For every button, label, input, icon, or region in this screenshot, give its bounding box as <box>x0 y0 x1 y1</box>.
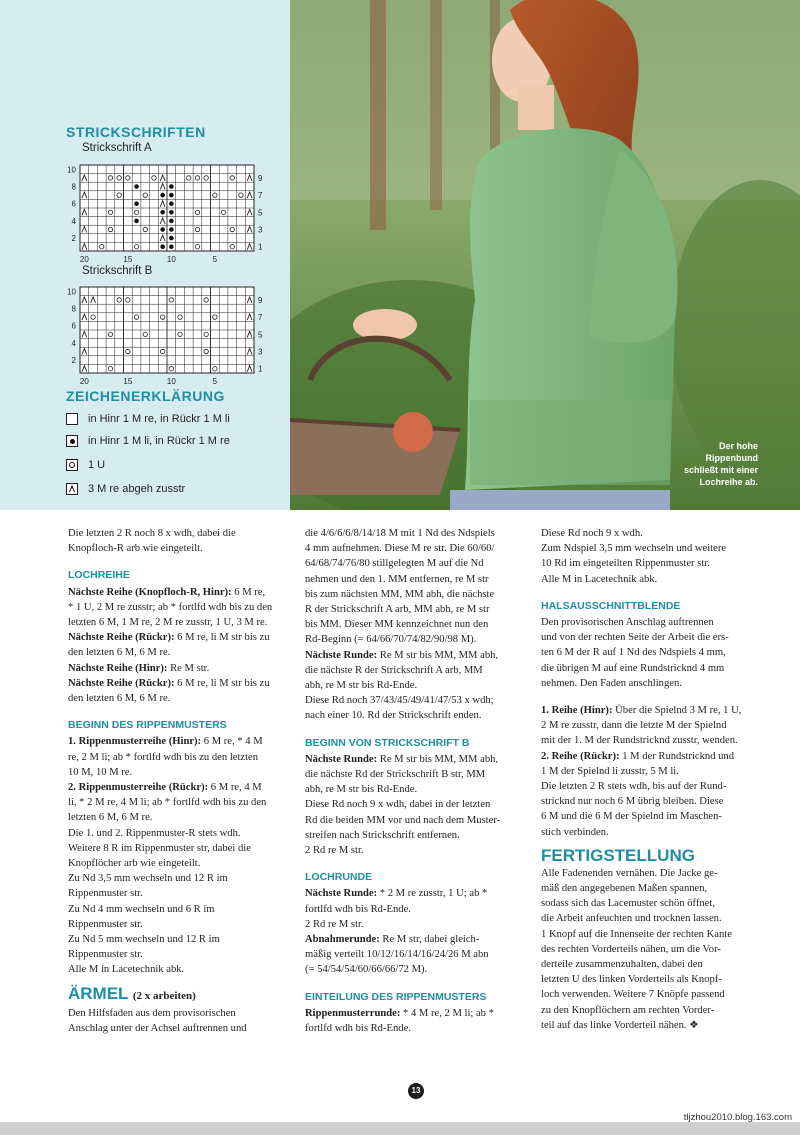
text-line: die übrigen M auf eine Rundstricknd 4 mm <box>541 662 725 674</box>
row-number-label: 6 <box>71 321 76 331</box>
text-line: Rippenmuster str. <box>68 918 143 930</box>
text-line: 1 Knopf auf die Innenseite der rechten Kante <box>541 928 732 940</box>
chart-panel <box>0 0 290 510</box>
text-line: nach einer 10. Rd der Strickschrift enden. <box>305 710 482 722</box>
text-line: die 4/6/6/6/8/14/18 M mit 1 Nd des Ndspiels <box>305 528 495 539</box>
chart-b-label: Strickschrift B <box>82 265 153 277</box>
text-line: li, * 2 M re, 4 M li; ab * fortlfd wdh bis zu den <box>68 797 267 809</box>
text-line: den letzten 6 M, 6 M re. <box>68 693 171 705</box>
text-line: fortlfd wdh bis Rd-Ende. <box>305 1023 411 1035</box>
text-line: 64/68/74/76/80 stillgelegten M auf die Nd <box>305 558 484 570</box>
page-number: 13 <box>408 1083 424 1099</box>
purl-dot-symbol <box>160 210 165 215</box>
text-line: Rippenmuster str. <box>68 888 143 900</box>
dot-square-icon <box>66 435 78 447</box>
section-heading: LOCHRUNDE <box>305 871 373 884</box>
text-line: Nächste Runde: * 2 M re zusstr, 1 U; ab * <box>305 888 488 900</box>
chart-a <box>0 157 290 282</box>
row-number-label: 10 <box>67 287 76 297</box>
section-heading: HALSAUSSCHNITTBLENDE <box>541 599 681 612</box>
caret-square-icon <box>66 483 78 495</box>
section-heading: BEGINN VON STRICKSCHRIFT B <box>305 736 470 749</box>
purl-dot-symbol <box>169 236 174 241</box>
stitch-number-label: 5 <box>212 377 218 386</box>
row-number-label: 8 <box>71 182 76 192</box>
text-line: Abnahmerunde: Re M str, dabei gleich- <box>305 934 480 946</box>
text-line: fortlfd wdh bis Rd-Ende. <box>305 903 411 915</box>
text-line: R der Strickschrift A arb, MM abh, re M str <box>305 604 490 616</box>
footer-bar <box>0 1122 800 1135</box>
row-number-label: 4 <box>71 216 76 226</box>
text-line: sodass sich das Lacemuster schön öffnet, <box>541 898 715 910</box>
text-line: 4 mm aufnehmen. Diese M re str. Die 60/60/ <box>305 543 495 555</box>
text-line: mit der 1. M der Rundstricknd zusstr, wenden. <box>541 735 738 747</box>
legend-item <box>66 432 230 450</box>
text-line: mäß den angegebenen Maßen spannen, <box>541 883 708 895</box>
row-number-label: 2 <box>71 356 76 366</box>
purl-dot-symbol <box>134 219 139 224</box>
legend-item <box>66 410 230 428</box>
text-line: letzten 6 M, 1 M re, 2 M re zusstr, 1 U, 3 M re. <box>68 617 268 629</box>
photo-caption: Der hohe Rippenbund schließt mit einer Lochreihe ab. <box>683 441 758 487</box>
text-line: Die letzten 2 R stets wdh, bis auf der Rund- <box>541 781 727 793</box>
row-number-label: 10 <box>67 165 76 175</box>
purl-dot-symbol <box>169 210 174 215</box>
text-line: derteile zusammenzuhalten, dabei den <box>541 959 703 971</box>
text-line: (= 54/54/54/60/66/66/72 M). <box>305 964 428 976</box>
text-line: Alle M in Lacetechnik abk. <box>541 573 658 585</box>
text-line: Nächste Runde: Re M str bis MM, MM abh, <box>305 649 499 661</box>
row-number-label: 5 <box>258 208 263 218</box>
text-line: 1. Rippenmusterreihe (Hinr): 6 M re, * 4 M <box>68 736 263 748</box>
text-line: 2 M re zusstr, dann die letzte M der Spielnd <box>541 720 727 732</box>
text-line: des rechten Vorderteils nähen, um die Vor- <box>541 943 721 955</box>
legend-text: 1 U <box>88 459 106 471</box>
text-line: 10 M, 10 M re. <box>68 766 133 778</box>
legend-heading: ZEICHENERKLÄRUNG <box>66 388 225 404</box>
text-line: Rd-Beginn (= 64/66/70/74/82/90/98 M). <box>305 634 477 646</box>
text-line: re, 2 M li; ab * fortlfd wdh bis zu den letzten <box>68 751 259 763</box>
text-line: nehmen. Den Faden anschlingen. <box>541 677 682 689</box>
purl-dot-symbol <box>134 184 139 189</box>
text-line: streifen nach Strickschrift entfernen. <box>305 829 460 841</box>
legend-item <box>66 456 105 474</box>
purl-dot-symbol <box>169 227 174 232</box>
purl-dot-symbol <box>169 244 174 249</box>
purl-dot-symbol <box>169 193 174 198</box>
photo-model-jacket <box>290 0 800 510</box>
section-heading: LOCHREIHE <box>68 569 130 582</box>
text-line: bis MM. Dieser MM kennzeichnet nun den <box>305 619 489 631</box>
text-line: 2 Rd re M str. <box>305 845 364 857</box>
text-line: Die letzten 2 R noch 8 x wdh, dabei die <box>68 528 236 539</box>
text-line: bis zum nächsten MM, MM abh, die nächste <box>305 588 495 600</box>
text-line: die Arbeit anfeuchten und trocknen lassen. <box>541 913 722 925</box>
text-line: Zu Nd 5 mm wechseln und 12 R im <box>68 934 220 946</box>
text-line: letzten 6 M, 6 M re. <box>68 812 153 824</box>
text-line: 1 M der Spielnd li zusstr, 5 M li. <box>541 765 679 777</box>
text-line: Knopfloch-R arb wie eingeteilt. <box>68 543 203 555</box>
text-line: mäßig verteilt 10/12/16/14/16/24/26 M abn <box>305 949 489 961</box>
strickschriften-heading: STRICKSCHRIFTEN <box>66 124 206 140</box>
legend-text: 3 M re abgeh zusstr <box>88 483 186 495</box>
row-number-label: 9 <box>258 295 263 305</box>
major-heading: ÄRMEL (2 x arbeiten) <box>68 983 196 1003</box>
stitch-number-label: 20 <box>79 377 89 386</box>
text-line: Nächste Reihe (Rückr): 6 M re, li M str bis zu <box>68 677 270 689</box>
row-number-label: 4 <box>71 338 76 348</box>
text-line: Diese Rd noch 9 x wdh. <box>541 528 643 539</box>
section-heading: EINTEILUNG DES RIPPENMUSTERS <box>305 990 487 1003</box>
text-line: die nächste Rd der Strickschrift B str, MM <box>305 769 486 781</box>
section-heading: BEGINN DES RIPPENMUSTERS <box>68 719 227 732</box>
text-column-3 <box>541 526 771 1033</box>
text-column-1 <box>68 526 290 1036</box>
purl-dot-symbol <box>169 184 174 189</box>
row-number-label: 9 <box>258 173 263 183</box>
purl-dot-symbol <box>169 201 174 206</box>
text-line: die nächste R der Strickschrift A arb, MM <box>305 664 483 676</box>
legend-item <box>66 480 185 498</box>
text-line: Alle Fadenenden vernähen. Die Jacke ge- <box>541 867 718 879</box>
text-line: letzten U des linken Vorderteils als Knopf- <box>541 974 722 986</box>
text-line: Anschlag unter der Achsel auftrennen und <box>68 1022 247 1034</box>
text-line: Knopflöcher arb wie eingeteilt. <box>68 858 201 870</box>
text-line: Nächste Reihe (Rückr): 6 M re, li M str bis zu <box>68 632 270 644</box>
text-line: Rippenmuster str. <box>68 949 143 961</box>
text-line: Zu Nd 4 mm wechseln und 6 R im <box>68 903 215 915</box>
row-number-label: 2 <box>71 234 76 244</box>
text-line: zu den Knopflöchern am rechten Vorder- <box>541 1004 715 1016</box>
row-number-label: 3 <box>258 225 263 235</box>
text-line: den letzten 6 M, 6 M re. <box>68 647 171 659</box>
row-number-label: 7 <box>258 313 263 323</box>
text-line: Diese Rd noch 37/43/45/49/41/47/53 x wdh; <box>305 695 494 707</box>
text-line: Nächste Reihe (Hinr): Re M str. <box>68 662 210 674</box>
stitch-number-label: 15 <box>123 377 133 386</box>
purl-dot-symbol <box>169 219 174 224</box>
text-line: loch verwenden. Weitere 7 Knöpfe passend <box>541 989 725 1001</box>
text-line: 10 Rd im eingeteilten Rippenmuster str. <box>541 558 710 570</box>
text-line: abh, re M str bis Rd-Ende. <box>305 680 418 692</box>
stitch-number-label: 5 <box>212 255 218 264</box>
text-line: Alle M in Lacetechnik abk. <box>68 964 185 976</box>
photo-illustration <box>290 0 800 510</box>
purl-dot-symbol <box>160 227 165 232</box>
end-mark-icon: ❖ <box>689 1019 699 1031</box>
major-heading: FERTIGSTELLUNG <box>541 845 695 865</box>
text-line: abh, re M str bis Rd-Ende. <box>305 784 418 796</box>
text-line: stricknd nur noch 6 M übrig bleiben. Diese <box>541 796 724 808</box>
row-number-label: 1 <box>258 364 263 374</box>
row-number-label: 6 <box>71 199 76 209</box>
text-line: ten 6 M der R auf 1 Nd des Ndspiels 4 mm, <box>541 647 726 659</box>
text-line: Diese Rd noch 9 x wdh, dabei in der letzten <box>305 799 491 811</box>
legend-text: in Hinr 1 M li, in Rückr 1 M re <box>88 435 230 447</box>
purl-dot-symbol <box>160 244 165 249</box>
text-line: nehmen und den 1. MM entfernen, re M str <box>305 573 489 585</box>
text-column-2 <box>305 526 527 1036</box>
text-line: und von der rechten Seite der Arbeit die ers- <box>541 632 729 644</box>
stitch-number-label: 10 <box>166 377 176 386</box>
row-number-label: 1 <box>258 242 263 252</box>
text-line: 2 Rd re M str. <box>305 918 364 930</box>
row-number-label: 8 <box>71 304 76 314</box>
empty-square-icon <box>66 413 78 425</box>
text-line: Zum Ndspiel 3,5 mm wechseln und weitere <box>541 543 727 555</box>
purl-dot-symbol <box>160 193 165 198</box>
stitch-number-label: 20 <box>79 255 89 264</box>
text-line: Rd die beiden MM vor und nach dem Muster- <box>305 814 501 826</box>
text-line: Den provisorischen Anschlag auftrennen <box>541 617 714 629</box>
text-line: 2. Reihe (Rückr): 1 M der Rundstricknd und <box>541 750 735 762</box>
text-line: stich verbinden. <box>541 826 609 838</box>
text-line: Die 1. und 2. Rippenmuster-R stets wdh. <box>68 827 241 839</box>
text-line: teil auf das linke Vorderteil nähen. ❖ <box>541 1019 699 1031</box>
text-line: Weitere 8 R im Rippenmuster str, dabei die <box>68 842 251 854</box>
text-line: Den Hilfsfaden aus dem provisorischen <box>68 1007 236 1019</box>
watermark: tljzhou2010.blog.163.com <box>683 1112 792 1123</box>
chart-a-label: Strickschrift A <box>82 142 152 154</box>
text-line: 6 M und die 6 M der Spielnd im Maschen- <box>541 811 722 823</box>
text-line: 2. Rippenmusterreihe (Rückr): 6 M re, 4 M <box>68 782 262 794</box>
row-number-label: 5 <box>258 330 263 340</box>
text-line: Rippenmusterrunde: * 4 M re, 2 M li; ab * <box>305 1007 494 1019</box>
text-line: Nächste Reihe (Knopfloch-R, Hinr): 6 M re, <box>68 586 266 598</box>
stitch-number-label: 15 <box>123 255 133 264</box>
circle-square-icon <box>66 459 78 471</box>
row-number-label: 7 <box>258 191 263 201</box>
text-line: Nächste Runde: Re M str bis MM, MM abh, <box>305 753 499 765</box>
spacer <box>541 691 771 703</box>
chart-b <box>0 279 290 404</box>
text-line: 1. Reihe (Hinr): Über die Spielnd 3 M re, 1 U, <box>541 705 742 717</box>
text-line: * 1 U, 2 M re zusstr; ab * fortlfd wdh bis zu den <box>68 601 273 613</box>
stitch-number-label: 10 <box>166 255 176 264</box>
text-line: Zu Nd 3,5 mm wechseln und 12 R im <box>68 873 228 885</box>
purl-dot-symbol <box>134 201 139 206</box>
row-number-label: 3 <box>258 347 263 357</box>
legend-text: in Hinr 1 M re, in Rückr 1 M li <box>88 413 230 425</box>
